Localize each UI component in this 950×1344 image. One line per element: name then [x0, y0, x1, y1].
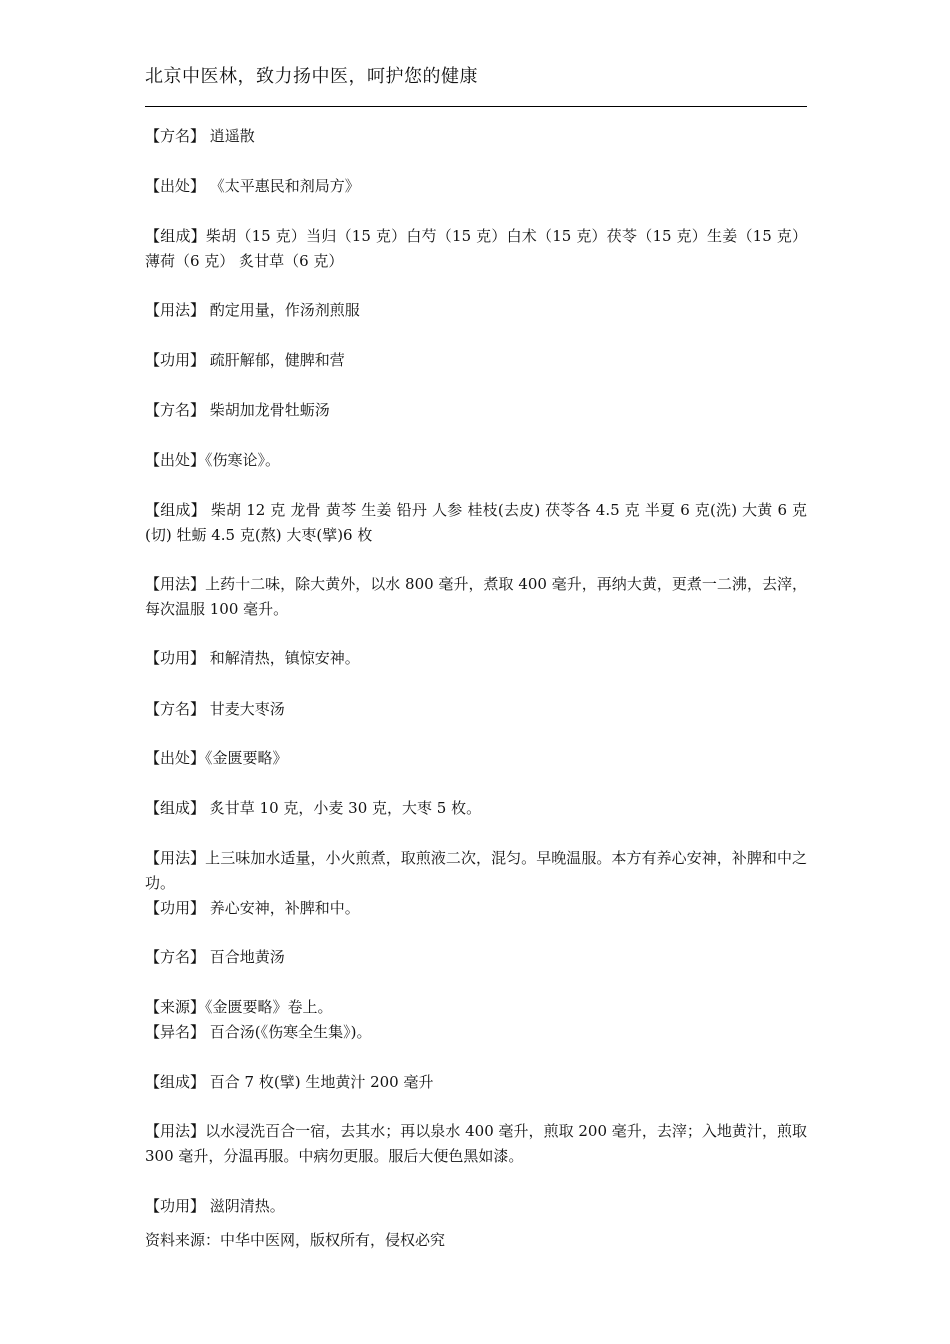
entry-yongfa-1: 【用法】 酌定用量，作汤剂煎服 [145, 301, 360, 319]
page-footer-source: 资料来源：中华中医网，版权所有，侵权必究 [145, 1231, 446, 1249]
entry-yongfa-2: 【用法】上药十二味，除大黄外，以水 800 毫升，煮取 400 毫升，再纳大黄，更煮一二沸，去滓，每次温服 100 毫升。 [145, 575, 807, 618]
entry-zucheng-3: 【组成】 炙甘草 10 克，小麦 30 克，大枣 5 枚。 [145, 799, 482, 817]
header-divider [145, 106, 807, 107]
entry-chuchu-2: 【出处】《伤寒论》。 [145, 451, 281, 469]
entry-fangming-4: 【方名】 百合地黄汤 [145, 948, 285, 966]
entry-chuchu-1: 【出处】 《太平惠民和剂局方》 [145, 177, 360, 195]
entry-fangming-2: 【方名】 柴胡加龙骨牡蛎汤 [145, 401, 330, 419]
entry-gongyong-3: 【功用】 养心安神，补脾和中。 [145, 899, 360, 917]
entry-fangming-1: 【方名】 逍遥散 [145, 127, 255, 145]
entry-gongyong-4: 【功用】 滋阴清热。 [145, 1197, 285, 1215]
entry-yongfa-4: 【用法】以水浸洗百合一宿，去其水；再以泉水 400 毫升，煎取 200 毫升，去滓；入地黄汁，煎取 300 毫升，分温再服。中病勿更服。服后大便色黑如漆。 [145, 1122, 807, 1165]
entry-zucheng-1: 【组成】柴胡（15 克）当归（15 克）白芍（15 克）白术（15 克）茯苓（15 克）生姜（15 克）薄荷（6 克） 炙甘草（6 克） [145, 227, 807, 270]
entry-gongyong-1: 【功用】 疏肝解郁，健脾和营 [145, 351, 345, 369]
entry-fangming-3: 【方名】 甘麦大枣汤 [145, 700, 285, 718]
entry-laiyuan-4: 【来源】《金匮要略》卷上。 [145, 998, 333, 1016]
entry-zucheng-4: 【组成】 百合 7 枚(擘) 生地黄汁 200 毫升 [145, 1073, 434, 1091]
entry-yiming-4: 【异名】 百合汤(《伤寒全生集》)。 [145, 1023, 372, 1041]
page-header-title: 北京中医林，致力扬中医，呵护您的健康 [145, 66, 478, 87]
entry-gongyong-2: 【功用】 和解清热，镇惊安神。 [145, 649, 360, 667]
entry-yongfa-3: 【用法】上三味加水适量，小火煎煮，取煎液二次，混匀。早晚温服。本方有养心安神，补脾和中之功。 [145, 849, 807, 892]
entry-zucheng-2: 【组成】 柴胡 12 克 龙骨 黄芩 生姜 铅丹 人参 桂枝(去皮) 茯苓各 4.5 克 半夏 6 克(洗) 大黄 6 克(切) 牡蛎 4.5 克(熬) 大枣(擘)6 枚 [145, 501, 807, 544]
entry-chuchu-3: 【出处】《金匮要略》 [145, 749, 288, 767]
